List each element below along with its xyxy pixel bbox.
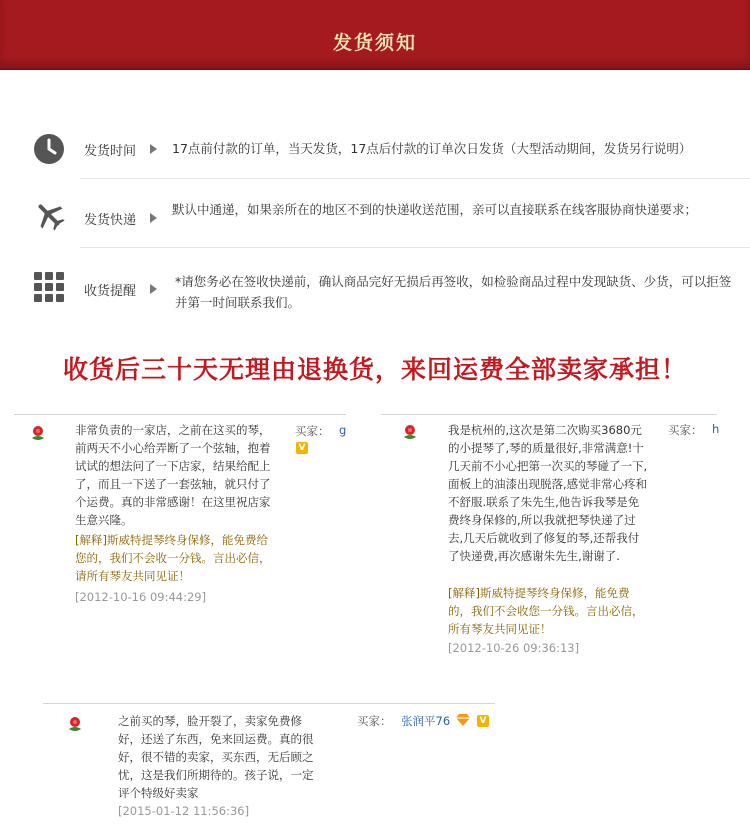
seller-reply: [解释]斯威特提琴终身保修，能免费的，我们不会收您一分钱。言出必信，所有琴友共同见证！ bbox=[448, 586, 644, 636]
diamond-icon bbox=[456, 714, 470, 726]
divider bbox=[14, 414, 346, 415]
flower-icon bbox=[29, 425, 47, 443]
review-date: [2015-01-12 11:56:36] bbox=[118, 804, 250, 818]
notice-text-receipt: *请您务必在签收快递前，确认商品完好无损后再签收，如检验商品过程中发现缺货、少货，可以拒签并第一时间联系我们。 bbox=[175, 274, 732, 310]
arrow-right-icon bbox=[150, 213, 157, 223]
arrow-right-icon bbox=[150, 144, 157, 154]
buyer-name[interactable]: h bbox=[712, 422, 720, 436]
divider bbox=[43, 703, 495, 704]
vip-badge-icon: V bbox=[296, 442, 308, 454]
notice-text-courier: 默认中通递，如果亲所在的地区不到的快递收送范围，亲可以直接联系在线客服协商快递要求； bbox=[172, 202, 698, 217]
review-text: 之前买的琴，脸开裂了，卖家免费修好，还送了东西，免来回运费。真的很好，很不错的卖家，买东西，无后顾之忧，这是我们所期待的。孩子说，一定评个特级好卖家 bbox=[118, 714, 314, 800]
airplane-icon bbox=[33, 199, 65, 231]
notice-text-shipping-time: 17点前付款的订单，当天发货，17点后付款的订单次日发货（大型活动期间，发货另行说明） bbox=[172, 141, 692, 156]
divider bbox=[381, 414, 717, 415]
notice-label-courier: 发货快递 bbox=[84, 213, 137, 228]
buyer-label: 买家： bbox=[295, 424, 330, 438]
vip-badge-icon: V bbox=[477, 715, 489, 727]
notice-label-receipt: 收货提醒 bbox=[84, 284, 137, 299]
grid-icon bbox=[33, 271, 65, 303]
page-title: 发货须知 bbox=[332, 32, 417, 54]
divider bbox=[80, 178, 750, 179]
review-date: [2012-10-26 09:36:13] bbox=[448, 641, 580, 655]
flower-icon bbox=[66, 716, 84, 734]
review-text: 我是杭州的,这次是第二次购买3680元的小提琴了,琴的质量很好,非常满意!十几天前不小心把第一次买的琴碰了一下,面板上的油漆出现脱落,感觉非常心疼和不舒服.联系了朱先生,他告诉我琴是免费终身保修的,所以我就把琴快递了过去,几天后就收到了修复的琴,还帮我付了快递费,再次感谢朱先生,谢谢了. bbox=[448, 423, 648, 563]
review-date: [2012-10-16 09:44:29] bbox=[75, 590, 207, 604]
buyer-name[interactable]: 张润平76 bbox=[401, 714, 451, 728]
review-text: 非常负责的一家店，之前在这买的琴，前两天不小心给弄断了一个弦轴，抱着试试的想法问了一下店家，结果给配上了，而且一下送了一套弦轴，就只付了个运费。真的非常感谢！在这里祝店家生意兴隆。 bbox=[75, 423, 271, 527]
seller-reply: [解释]斯威特提琴终身保修，能免费给您的，我们不会收一分钱。言出必信，请所有琴友共同见证！ bbox=[75, 533, 271, 583]
clock-icon bbox=[33, 133, 65, 165]
flower-icon bbox=[401, 424, 419, 442]
buyer-label: 买家： bbox=[357, 714, 392, 728]
buyer-name[interactable]: g bbox=[339, 423, 347, 437]
buyer-label: 买家： bbox=[668, 423, 703, 437]
notice-label-shipping-time: 发货时间 bbox=[84, 144, 137, 159]
arrow-right-icon bbox=[150, 284, 157, 294]
return-policy-slogan: 收货后三十天无理由退换货，来回运费全部卖家承担！ bbox=[62, 355, 687, 384]
divider bbox=[80, 247, 750, 248]
